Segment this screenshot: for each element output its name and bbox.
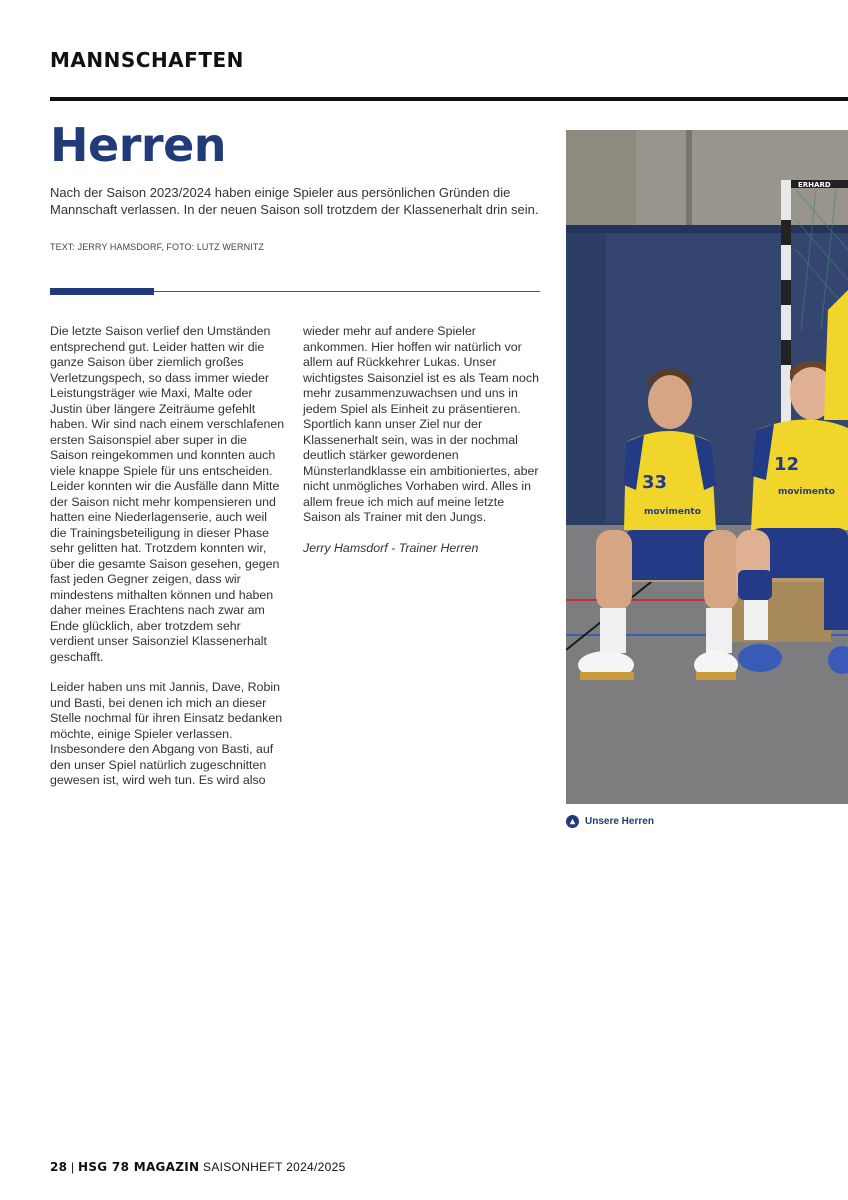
text-column-2 — [303, 324, 539, 571]
author-signature: Jerry Hamsdorf - Trainer Herren — [303, 540, 479, 555]
caption-text: Unsere Herren — [585, 816, 654, 827]
text-column-1 — [50, 324, 286, 804]
triangle-icon — [566, 815, 579, 828]
top-rule — [50, 97, 848, 101]
divider-accent — [50, 288, 154, 295]
page-footer — [50, 1160, 346, 1174]
paragraph: Leider haben uns mit Jannis, Dave, Robin und Basti, bei denen ich mich an dieser Stelle nochmal für ihren Einsatz bedanken möchte, einige Spieler verlassen. Insbesondere den Abgang von Basti, auf den unser Spiel natürlich zugeschnitten gewesen ist, wird weh tun. Es wird also — [50, 680, 283, 787]
article-lead: Nach der Saison 2023/2024 haben einige Spieler aus persönlichen Gründen die Mannschaft verlassen. In der neuen Saison soll trotzdem der Klassenerhalt drin sein. — [50, 185, 539, 217]
jersey-sponsor: movimento — [644, 507, 701, 517]
magazine-name: HSG 78 MAGAZIN — [78, 1160, 200, 1174]
goal-brand: ERHARD — [798, 181, 831, 189]
footer-separator: | — [70, 1160, 75, 1174]
paragraph: wieder mehr auf andere Spieler ankommen. Hier hoffen wir natürlich vor allem auf Rückkehrer Lukas. Unser wichtigstes Saisonziel ist es als Team noch mehr zusammenzuwachsen und uns in jedem Spiel als Einheit zu präsentieren. Sportlich kann unser Ziel nur der Klassenerhalt sein, was in der nochmal deutlich stärker gewordenen Münsterlandklasse ein ambitioniertes, aber nicht unmögliches Vorhaben wird. Alles in allem freue ich mich auf meine letzte Saison als Trainer mit den Jungs. — [303, 324, 539, 524]
page-number: 28 — [50, 1160, 68, 1174]
jersey-number: 33 — [642, 472, 668, 493]
paragraph: Die letzte Saison verlief den Umständen entsprechend gut. Leider hatten wir die ganze Saison über ziemlich großes Verletzungspech, so dass immer wieder Leistungsträger wie Maxi, Malte oder Justin über längere Zeiträume gefehlt haben. Wir sind nach einem verschlafenen ersten Saisonspiel aber super in die Saison reingekommen und konnten auch viele knappe Spiele für uns entscheiden. Leider konnten wir die Ausfälle dann Mitte der Saison nicht mehr kompensieren und hatten eine Niederlagenserie, auch weil die Trainingsbeteiligung in dieser Phase sehr gelitten hat. Trotzdem konnten wir, über die gesamte Saison gesehen, gegen fast jeden Gegner zeigen, dass wir mindestens mithalten können und haben daher meines Erachtens nach zwar am Ende glücklich, aber trotzdem sehr verdient unser Saisonziel Klassenerhalt geschafft. — [50, 324, 285, 664]
jersey-sponsor: movimento — [778, 487, 835, 497]
photo-caption — [566, 815, 654, 828]
article-credits: TEXT: JERRY HAMSDORF, FOTO: LUTZ WERNITZ — [50, 242, 265, 252]
section-title: MANNSCHAFTEN — [50, 48, 244, 72]
team-photo — [566, 130, 848, 804]
jersey-number: 12 — [774, 454, 800, 475]
article-title: Herren — [50, 118, 227, 172]
issue-name: SAISONHEFT 2024/2025 — [203, 1160, 346, 1174]
